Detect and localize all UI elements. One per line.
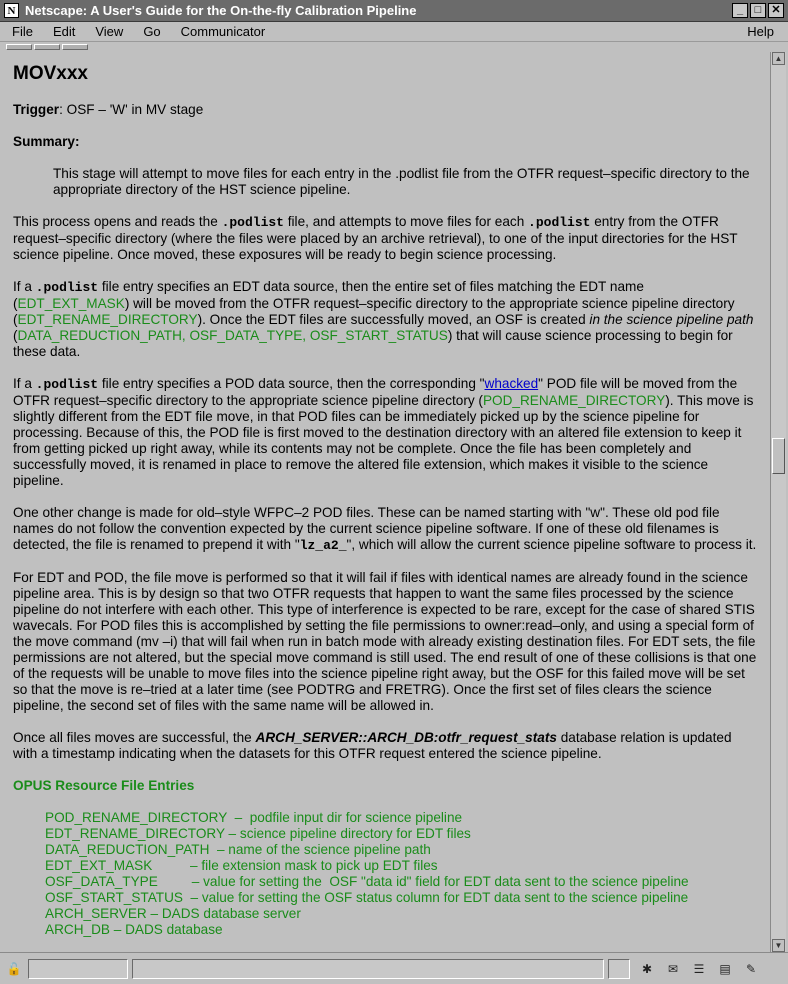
list-item: EDT_EXT_MASK – file extension mask to pick up EDT files [45, 858, 438, 873]
opus-heading: OPUS Resource File Entries [13, 778, 195, 793]
minimize-icon[interactable]: _ [732, 3, 748, 18]
p1-code-podlist: .podlist [221, 215, 284, 230]
summary-text: This stage will attempt to move files for each entry in the .podlist file from the OTFR request–specific directory to the appropriate directory of the HST science pipeline. [53, 166, 750, 197]
p4-code-prefix: lz_a2_ [299, 538, 347, 553]
p6-text-a: Once all files moves are successful, the [13, 730, 256, 745]
toolbar-tab-location[interactable] [34, 44, 60, 50]
p1-text-b: file, and attempts to move files for each [283, 214, 529, 229]
menu-help[interactable]: Help [747, 24, 774, 39]
list-item: EDT_RENAME_DIRECTORY – science pipeline directory for EDT files [45, 826, 471, 841]
netscape-logo-icon[interactable]: N [4, 3, 19, 18]
menu-file[interactable]: File [12, 24, 33, 39]
list-item: ARCH_DB – DADS database [45, 922, 223, 937]
security-lock-icon[interactable]: 🔓 [6, 961, 22, 976]
status-spacer-box [608, 959, 630, 979]
p3-text-c: " POD file will be moved from the OTFR request–specific directory to the appropriate science pipeline directory ( [13, 376, 738, 408]
p2-edt-ext-mask: EDT_EXT_MASK [17, 296, 125, 311]
p2-italic-path: in the science pipeline path [589, 312, 754, 327]
p2-text-c: ) will be moved from the OTFR request–specific directory to the appropriate science pipeline directory ( [13, 296, 735, 327]
menu-communicator[interactable]: Communicator [180, 24, 266, 39]
trigger-label: Trigger [13, 102, 60, 117]
paragraph-pod [13, 376, 759, 489]
p3-pod-rename-directory: POD_RENAME_DIRECTORY [482, 393, 666, 408]
p2-edt-rename-directory: EDT_RENAME_DIRECTORY [17, 312, 198, 327]
title-bar [0, 0, 788, 22]
navigator-icon[interactable]: ✱ [641, 961, 653, 976]
vertical-scrollbar[interactable] [770, 52, 786, 952]
p3-text-d: ). This move is slightly different from the EDT file move, in that POD files can be immediately picked up by the science pipeline for processing. Because of this, the POD file is first moved to the destination directory with an altered file extension to keep it from getting picked up right away, while its contents may not be complete. Once the file has been completely and successfully moved, it is renamed in place to remove the altered file extension, which makes it visible to the science pipeline. [13, 393, 754, 488]
p2-text-a: If a [13, 279, 36, 294]
p6-db-relation: ARCH_SERVER::ARCH_DB:otfr_request_stats [255, 730, 557, 745]
menu-edit[interactable]: Edit [52, 24, 76, 39]
p2-text-f: ) that will cause science processing to begin for these data. [13, 328, 733, 359]
p4-text-a: One other change is made for old–style WFPC–2 POD files. These can be named starting with "w". These old pod file names do not follow the convention expected by the current science pipeline software. If one of these old filenames is detected, the file is renamed to prepend it with " [13, 505, 720, 552]
progress-box [28, 959, 128, 979]
page-heading: MOVxxx [13, 63, 88, 84]
p2-text-e: ( [13, 328, 18, 343]
close-icon[interactable]: ✕ [768, 3, 784, 18]
trigger-paragraph [13, 102, 759, 118]
opus-entries-list [13, 810, 759, 938]
p1-text-a: This process opens and reads the [13, 214, 222, 229]
p3-text-b: file entry specifies a POD data source, then the corresponding " [98, 376, 485, 391]
menu-view[interactable]: View [95, 24, 124, 39]
list-item: ARCH_SERVER – DADS database server [45, 906, 301, 921]
p2-text-b: file entry specifies an EDT data source, then the entire set of files matching the EDT name ( [13, 279, 644, 311]
paragraph-file-move: For EDT and POD, the file move is performed so that it will fail if files with identical names are already found in the science pipeline area. This is by design so that two OTFR requests that happen to want the same files processed by the science pipeline do not interfere with each other. This type of interference is expected to be rare, except for the case of shared STIS wavecals. For POD files this is accomplished by setting the file permissions to owner:read–only, and using a special form of the move command (mv –i) that will fail when run in batch mode with already existing destination files. For EDT sets, the file permissions are not altered, but the special move command is still used. The end result of one of these collisions is that one of the requests will be unable to move files into the science pipeline right away, but the OSF for this failed move will be set so that the move is re–tried at a later time (see PODTRG and FRETRG). Once the first set of files clears the science pipeline, the second set of files with the same name will be allowed in. [13, 570, 757, 713]
page-content [2, 52, 770, 952]
maximize-icon[interactable]: □ [750, 3, 766, 18]
scroll-thumb[interactable] [772, 438, 785, 474]
paragraph-process [13, 214, 759, 263]
list-item: DATA_REDUCTION_PATH – name of the science pipeline path [45, 842, 431, 857]
trigger-text: : OSF – 'W' in MV stage [59, 102, 204, 117]
scroll-down-icon[interactable]: ▼ [772, 939, 785, 952]
mailbox-icon[interactable]: ✉ [667, 961, 679, 976]
collapsed-toolbars [0, 42, 788, 52]
menu-go[interactable]: Go [143, 24, 161, 39]
p1-text-c: entry from the OTFR request–specific directory (where the files were placed by an archive retrieval), to one of the input directories for the HST science pipeline. Once moved, these exposures will be ready to begin science processing. [13, 214, 738, 262]
list-item: OSF_DATA_TYPE – value for setting the OSF "data id" field for EDT data sent to the science pipeline [45, 874, 689, 889]
address-book-icon[interactable]: ▤ [719, 961, 731, 976]
p4-text-b: ", which will allow the current science pipeline software to process it. [346, 537, 757, 552]
p2-resource-entries: DATA_REDUCTION_PATH, OSF_DATA_TYPE, OSF_START_STATUS [17, 328, 448, 343]
status-message-box [132, 959, 604, 979]
summary-heading: Summary: [13, 134, 80, 149]
discussion-icon[interactable]: ☰ [693, 961, 705, 976]
whacked-link[interactable]: whacked [484, 376, 539, 391]
scroll-up-icon[interactable]: ▲ [772, 52, 785, 65]
toolbar-tab-navigation[interactable] [6, 44, 32, 50]
p3-code-podlist: .podlist [35, 377, 99, 392]
window-title: Netscape: A User's Guide for the On-the-fly Calibration Pipeline [25, 3, 417, 18]
p6-text-b: database relation is updated with a timestamp indicating when the datasets for this OTFR request entered the science pipeline. [13, 730, 732, 761]
status-bar [0, 952, 788, 984]
menu-bar [0, 22, 788, 42]
p3-text-a: If a [13, 376, 36, 391]
toolbar-tab-personal[interactable] [62, 44, 88, 50]
p2-text-d: ). Once the EDT files are successfully moved, an OSF is created [197, 312, 590, 327]
composer-icon[interactable]: ✎ [745, 961, 757, 976]
p2-code-podlist: .podlist [35, 280, 99, 295]
paragraph-edt [13, 279, 759, 360]
paragraph-success [13, 730, 759, 762]
p1-code-podlist-2: .podlist [528, 215, 591, 230]
list-item: POD_RENAME_DIRECTORY – podfile input dir for science pipeline [45, 810, 463, 825]
list-item: OSF_START_STATUS – value for setting the OSF status column for EDT data sent to the science pipeline [45, 890, 689, 905]
paragraph-wfpc2 [13, 505, 759, 554]
